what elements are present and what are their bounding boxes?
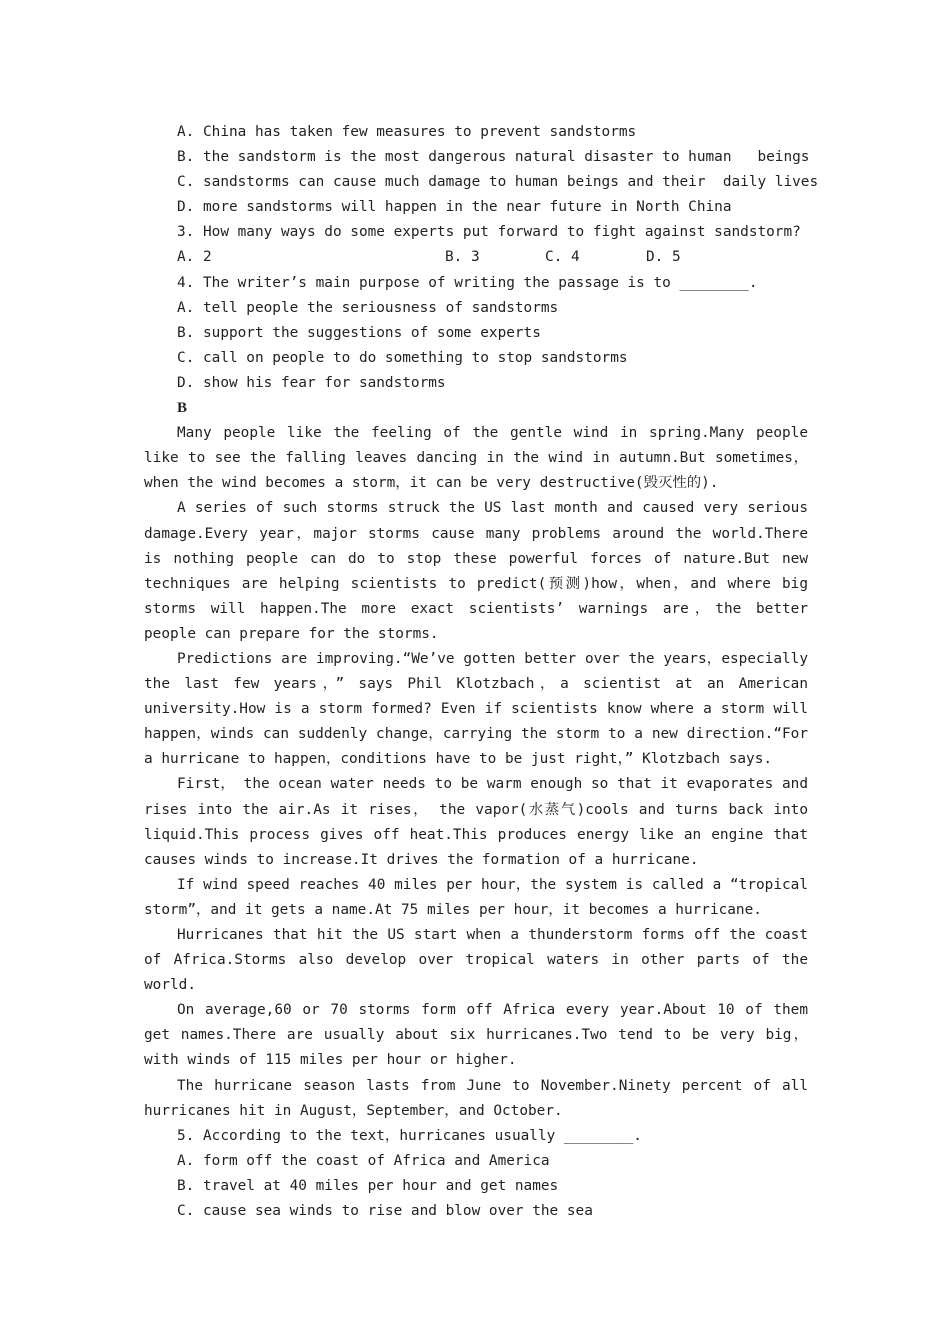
q4-option-a: A. tell people the seriousness of sandstorms	[177, 299, 559, 316]
section-b-label: B	[177, 400, 188, 417]
q5-question: 5. According to the text，hurricanes usually ________.	[177, 1127, 642, 1144]
q5-option-b: B. travel at 40 miles per hour and get names	[177, 1177, 559, 1194]
q3-options	[144, 245, 808, 270]
q3-option-a: A. 2	[177, 249, 212, 266]
passage-paragraph-8: The hurricane season lasts from June to November.Ninety percent of all hurricanes hit in August，September，and October.	[144, 1077, 808, 1119]
q3-option-d: D. 5	[646, 249, 681, 266]
q3-question: 3. How many ways do some experts put forward to fight against sandstorm?	[177, 224, 801, 241]
passage-paragraph-7: On average,60 or 70 storms form off Africa every year.About 10 of them get names.There are usually about six hurricanes.Two tend to be very big，with winds of 115 miles per hour or higher.	[144, 1002, 808, 1069]
q5-option-c: C. cause sea winds to rise and blow over the sea	[177, 1203, 593, 1220]
q5-option-a: A. form off the coast of Africa and America	[177, 1152, 550, 1169]
document-page	[144, 120, 819, 1224]
q2-option-a: A. China has taken few measures to prevent sandstorms	[177, 124, 637, 140]
q3-option-b: B. 3	[445, 249, 480, 266]
q4-option-b: B. support the suggestions of some experts	[177, 324, 541, 341]
passage-paragraph-1: Many people like the feeling of the gentle wind in spring.Many people like to see the falling leaves dancing in the wind in autumn.But sometimes，when the wind becomes a storm，it can be very destructive(毁灭性的).	[144, 425, 808, 492]
passage-paragraph-6: Hurricanes that hit the US start when a thunderstorm forms off the coast of Africa.Storms also develop over tropical waters in other parts of the world.	[144, 927, 808, 994]
passage-paragraph-4: First， the ocean water needs to be warm enough so that it evaporates and rises into the air.As it rises， the vapor(水蒸气)cools and turns back into liquid.This process gives off heat.This produces energy like an engine that causes winds to increase.It drives the formation of a hurricane.	[144, 776, 808, 868]
q4-option-c: C. call on people to do something to stop sandstorms	[177, 349, 628, 366]
q3-option-c: C. 4	[545, 249, 580, 266]
q4-option-d: D. show his fear for sandstorms	[177, 374, 446, 391]
q4-question: 4. The writer’s main purpose of writing the passage is to ________.	[177, 274, 758, 291]
passage-paragraph-5: If wind speed reaches 40 miles per hour，the system is called a “tropical storm”，and it gets a name.At 75 miles per hour，it becomes a hurricane.	[144, 876, 808, 918]
q2-option-c: C. sandstorms can cause much damage to human beings and their daily lives	[177, 174, 819, 191]
q2-option-d: D. more sandstorms will happen in the near future in North China	[177, 199, 732, 216]
q2-option-b: B. the sandstorm is the most dangerous natural disaster to human beings	[177, 149, 810, 166]
passage-paragraph-3: Predictions are improving.“We’ve gotten better over the years，especially the last few years，” says Phil Klotzbach，a scientist at an American university.How is a storm formed? Even if scientists know where a storm will happen，winds can suddenly change，carrying the storm to a new direction.“For a hurricane to happen，conditions have to be just right，” Klotzbach says.	[144, 650, 808, 768]
passage-paragraph-2: A series of such storms struck the US last month and caused very serious damage.Every year，major storms cause many problems around the world.There is nothing people can do to stop these powerful forces of nature.But new techniques are helping scientists to predict(预测)how，when，and where big storms will happen.The more exact scientists’ warnings are，the better people can prepare for the storms.	[144, 500, 808, 642]
